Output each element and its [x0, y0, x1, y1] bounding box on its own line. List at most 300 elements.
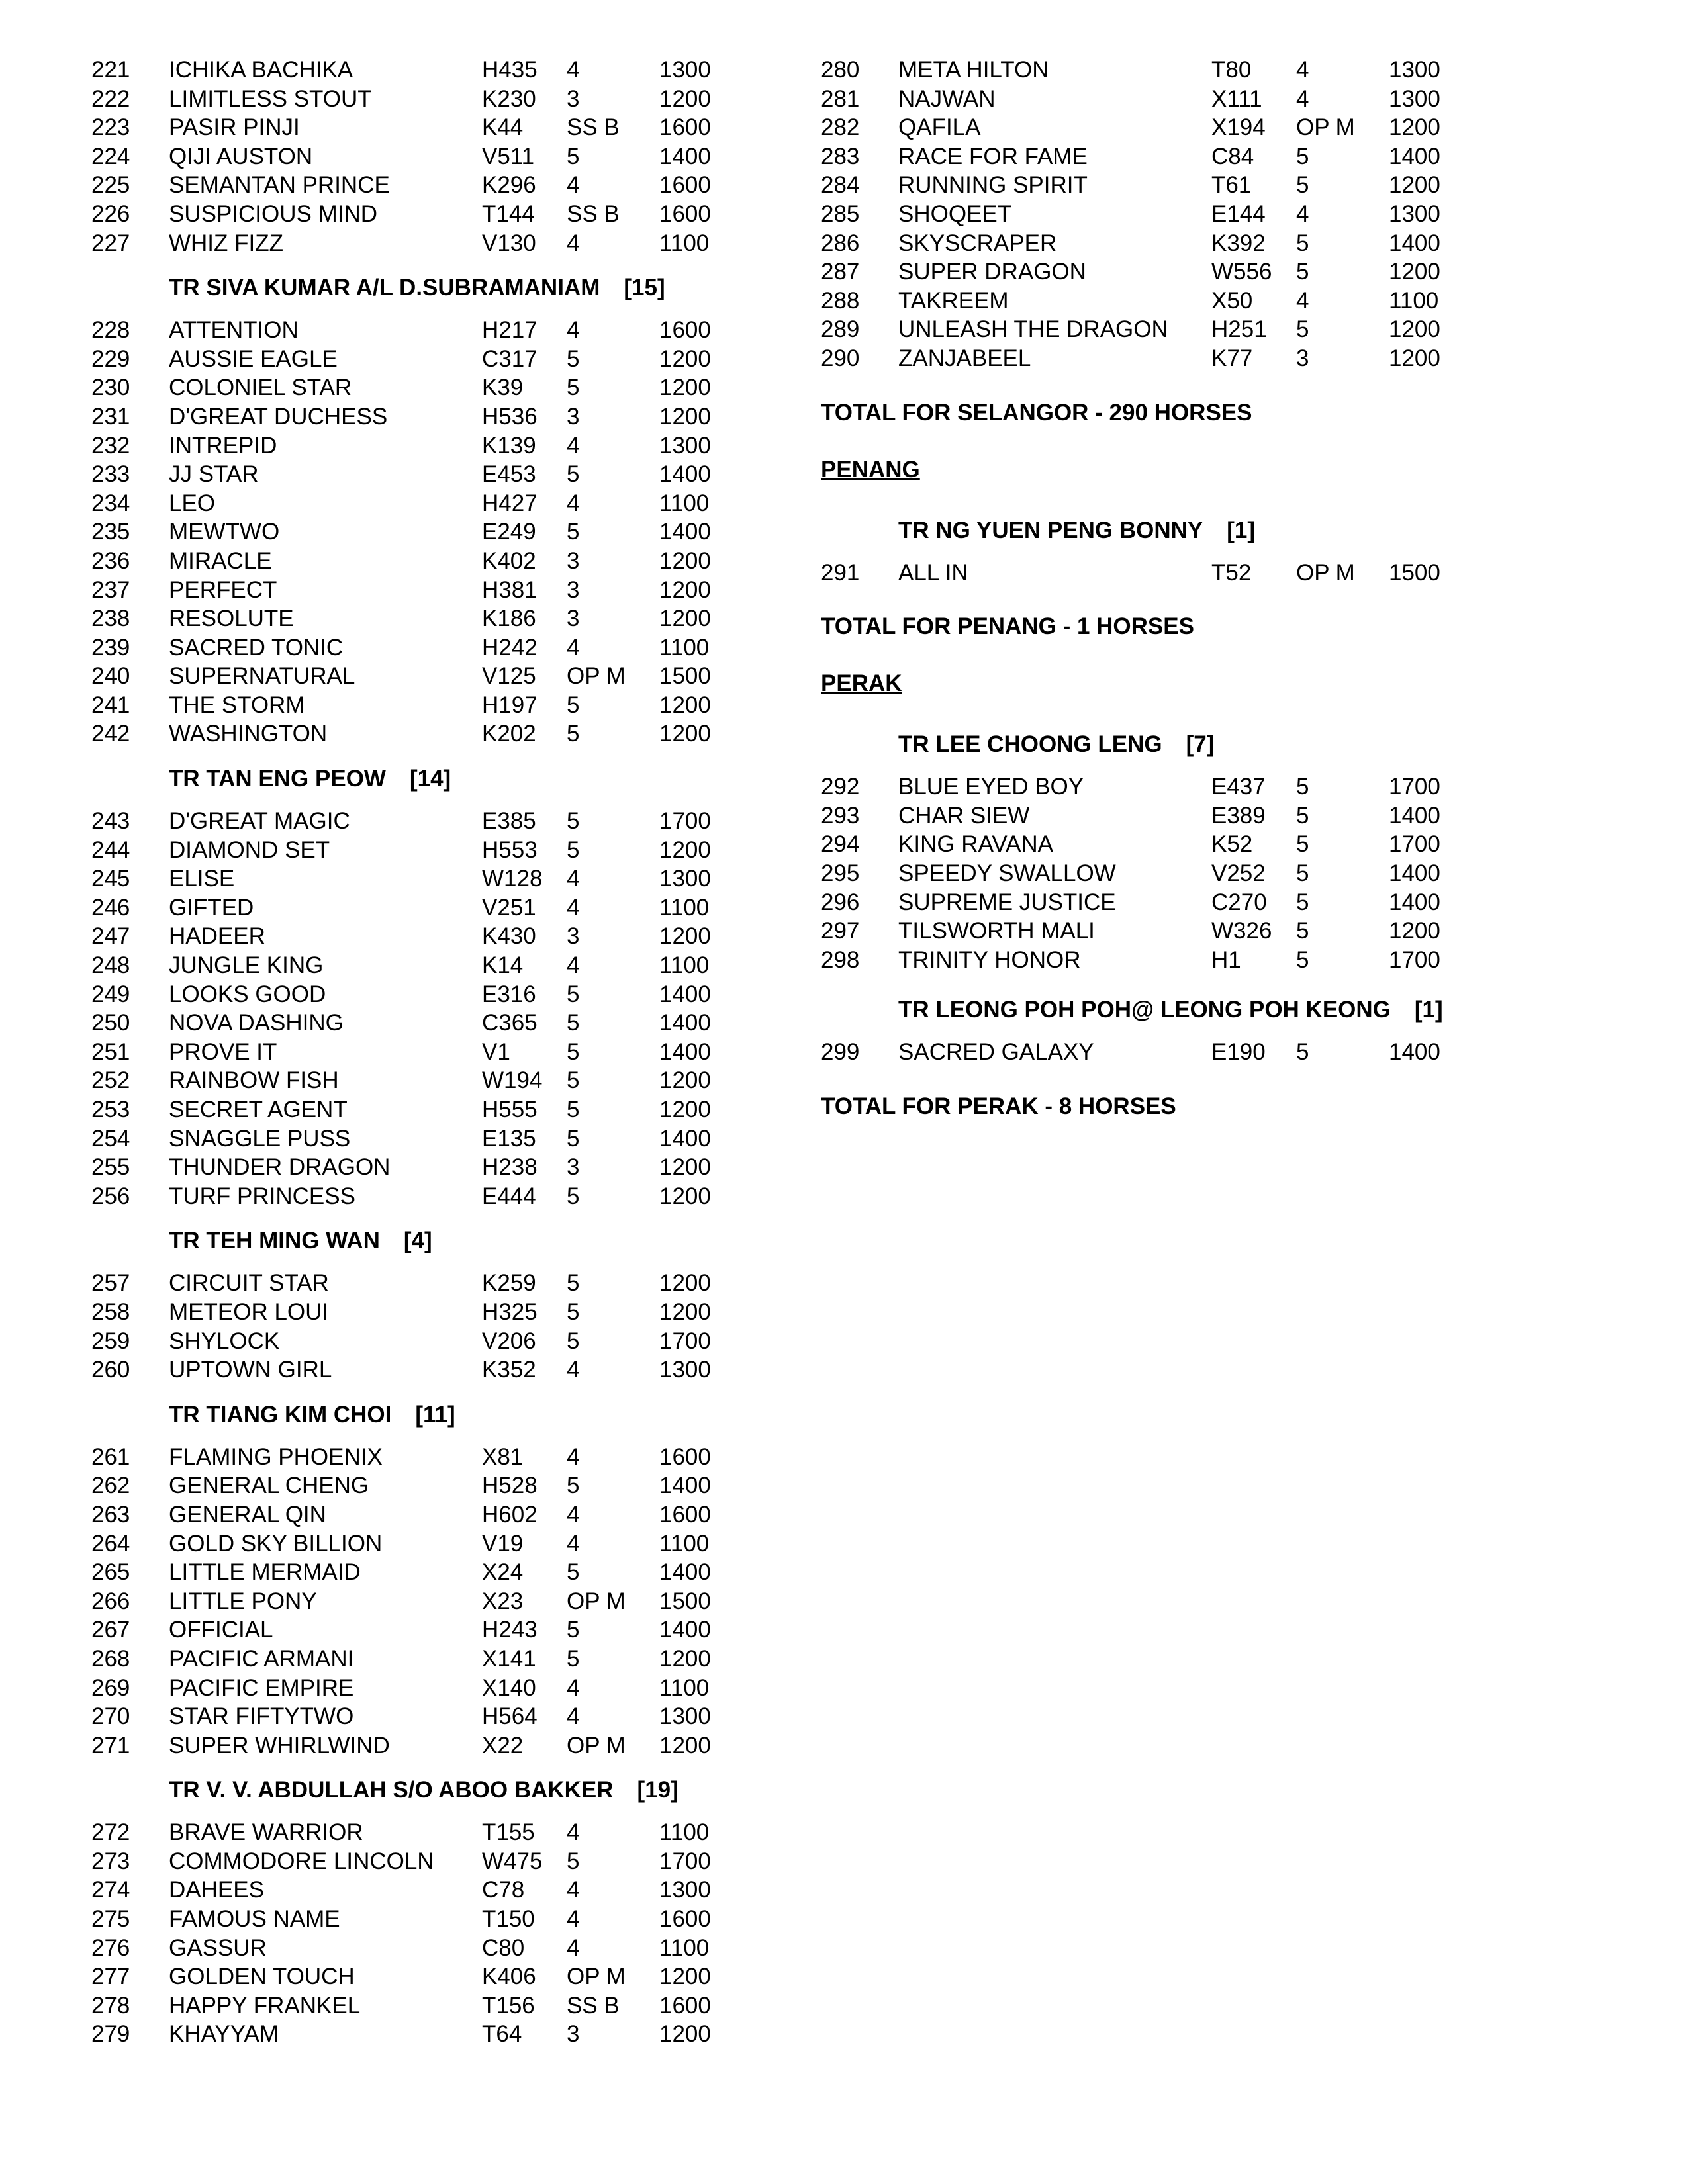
horse-code: H564	[482, 1704, 538, 1730]
distance: 1300	[1389, 57, 1440, 83]
distance: 1200	[659, 403, 711, 430]
trainer-heading	[91, 1228, 753, 1254]
horse-row	[91, 1153, 753, 1182]
horse-code: T155	[482, 1819, 535, 1846]
race-class: 3	[567, 923, 580, 950]
entry-number: 226	[91, 201, 130, 227]
horse-code: X111	[1211, 85, 1262, 112]
distance: 1200	[659, 1183, 711, 1209]
horse-name: LIMITLESS STOUT	[169, 85, 372, 112]
horse-code: E316	[482, 981, 536, 1007]
horse-name: LOOKS GOOD	[169, 981, 326, 1007]
entry-number: 267	[91, 1617, 130, 1643]
race-class: OP M	[567, 1588, 626, 1614]
race-class: 5	[1296, 889, 1309, 915]
distance: 1600	[659, 172, 711, 199]
horse-row	[91, 1674, 753, 1703]
horse-name: WASHINGTON	[169, 721, 328, 747]
race-class: OP M	[1296, 559, 1355, 586]
entry-number: 225	[91, 172, 130, 199]
race-class: 4	[1296, 287, 1309, 314]
horse-name: HADEER	[169, 923, 265, 950]
trainer-horse-count: [1]	[1414, 997, 1443, 1023]
horse-code: X50	[1211, 287, 1253, 314]
race-class: 4	[567, 432, 580, 459]
entry-number: 230	[91, 375, 130, 401]
horse-name: ALL IN	[898, 559, 968, 586]
horse-code: H381	[482, 576, 538, 603]
horse-row	[91, 1818, 753, 1847]
horse-name: D'GREAT MAGIC	[169, 808, 350, 835]
distance: 1700	[659, 1328, 711, 1354]
distance: 1200	[1389, 259, 1440, 285]
entry-number: 228	[91, 317, 130, 343]
entry-number: 299	[821, 1039, 860, 1066]
entry-number: 268	[91, 1645, 130, 1672]
race-class: 5	[567, 1097, 580, 1122]
horse-name: METEOR LOUI	[169, 1298, 329, 1325]
horse-row	[91, 142, 753, 171]
horse-name: KING RAVANA	[898, 831, 1054, 858]
horse-row	[91, 373, 753, 402]
horse-row	[821, 142, 1615, 171]
horse-name: GENERAL QIN	[169, 1501, 326, 1527]
race-class: 5	[1296, 860, 1309, 886]
race-class: 4	[567, 894, 580, 921]
distance: 1100	[659, 894, 710, 921]
entry-number: 263	[91, 1501, 130, 1527]
entry-number: 254	[91, 1125, 130, 1152]
distance: 1700	[1389, 831, 1440, 858]
entry-number: 269	[91, 1674, 130, 1701]
entry-number: 280	[821, 57, 860, 83]
entry-number: 252	[91, 1068, 130, 1094]
horse-name: TILSWORTH MALI	[898, 918, 1095, 944]
horse-code: K77	[1211, 345, 1253, 371]
horse-name: SUPER WHIRLWIND	[169, 1732, 390, 1758]
distance: 1400	[659, 1010, 711, 1036]
horse-name: ELISE	[169, 866, 235, 892]
horse-name: PERFECT	[169, 576, 277, 603]
horse-code: H242	[482, 634, 538, 660]
race-class: 4	[567, 57, 580, 83]
horse-name: UNLEASH THE DRAGON	[898, 316, 1168, 343]
entry-number: 288	[821, 287, 860, 314]
distance: 1300	[659, 1357, 711, 1383]
state-total: TOTAL FOR PERAK - 8 HORSES	[821, 1093, 1176, 1119]
horse-row	[821, 917, 1615, 946]
horse-code: C365	[482, 1010, 538, 1036]
horse-code: C317	[482, 345, 538, 372]
entry-number: 251	[91, 1038, 130, 1065]
horse-name: WHIZ FIZZ	[169, 230, 284, 256]
horse-row	[821, 85, 1615, 114]
entry-number: 237	[91, 576, 130, 603]
horse-name: TRINITY HONOR	[898, 946, 1081, 973]
horse-code: W326	[1211, 918, 1272, 944]
horse-name: QIJI AUSTON	[169, 143, 313, 169]
horse-code: K202	[482, 721, 536, 747]
distance: 1200	[659, 1270, 711, 1297]
race-class: 3	[567, 403, 580, 430]
distance: 1400	[659, 1125, 711, 1152]
race-class: 4	[567, 490, 580, 516]
entry-number: 247	[91, 923, 130, 950]
race-class: 5	[567, 1298, 580, 1325]
entry-number: 284	[821, 172, 860, 199]
horse-code: C84	[1211, 143, 1254, 169]
distance: 1400	[659, 1617, 711, 1643]
horse-code: H251	[1211, 316, 1267, 343]
horse-name: JUNGLE KING	[169, 952, 324, 979]
entry-number: 221	[91, 57, 130, 83]
race-class: 5	[567, 1183, 580, 1209]
horse-name: GOLD SKY BILLION	[169, 1530, 383, 1557]
entry-number: 224	[91, 143, 130, 169]
entry-number: 291	[821, 559, 860, 586]
trainer-horse-count: [19]	[637, 1777, 679, 1803]
horse-row	[91, 1182, 753, 1211]
entry-number: 250	[91, 1010, 130, 1036]
horse-name: D'GREAT DUCHESS	[169, 403, 388, 430]
horse-code: K44	[482, 114, 524, 141]
horse-row	[91, 1355, 753, 1385]
horse-row	[91, 1702, 753, 1731]
horse-row	[821, 859, 1615, 888]
entry-number: 231	[91, 403, 130, 430]
distance: 1300	[1389, 85, 1440, 112]
horse-code: H435	[482, 57, 538, 83]
distance: 1200	[659, 692, 711, 718]
race-class: 5	[1296, 918, 1309, 944]
distance: 1200	[1389, 316, 1440, 343]
entry-number: 223	[91, 114, 130, 141]
entry-number: 272	[91, 1819, 130, 1846]
horse-code: T144	[482, 201, 535, 227]
entry-number: 289	[821, 316, 860, 343]
horse-name: RACE FOR FAME	[898, 143, 1088, 169]
horse-name: LEO	[169, 490, 216, 516]
race-class: 4	[567, 1704, 580, 1730]
entry-number: 240	[91, 663, 130, 690]
state-total: TOTAL FOR SELANGOR - 290 HORSES	[821, 399, 1252, 426]
horse-code: K402	[482, 547, 536, 574]
race-class: 4	[1296, 201, 1309, 227]
horse-name: KHAYYAM	[169, 2021, 279, 2048]
race-class: 4	[1296, 57, 1309, 83]
horse-row	[91, 1731, 753, 1760]
horse-name: ATTENTION	[169, 317, 299, 343]
horse-row	[91, 1298, 753, 1327]
distance: 1400	[1389, 889, 1440, 915]
race-class: 5	[567, 1848, 580, 1874]
horse-row	[821, 801, 1615, 831]
horse-name: PROVE IT	[169, 1038, 277, 1065]
horse-code: H197	[482, 692, 538, 718]
horse-code: X24	[482, 1559, 524, 1586]
trainer-horse-count: [14]	[409, 766, 451, 792]
horse-row	[91, 1529, 753, 1559]
horse-row	[91, 1991, 753, 2021]
horse-row	[821, 830, 1615, 859]
race-class: 4	[567, 172, 580, 199]
race-class: 4	[567, 1877, 580, 1903]
distance: 1200	[659, 1068, 711, 1094]
race-class: 4	[567, 866, 580, 892]
horse-row	[91, 633, 753, 662]
horse-name: TURF PRINCESS	[169, 1183, 355, 1209]
horse-name: SECRET AGENT	[169, 1097, 348, 1122]
distance: 1100	[659, 634, 710, 660]
distance: 1200	[1389, 345, 1440, 371]
trainer-name: TR TEH MING WAN	[169, 1228, 380, 1254]
horse-code: W128	[482, 866, 543, 892]
race-class: 5	[567, 375, 580, 401]
horse-row	[91, 604, 753, 633]
entry-number: 274	[91, 1877, 130, 1903]
race-class: 5	[567, 1328, 580, 1354]
horse-row	[821, 315, 1615, 344]
horse-row	[91, 922, 753, 951]
race-class: 3	[567, 85, 580, 112]
horse-name: FLAMING PHOENIX	[169, 1443, 383, 1470]
trainer-name: TR TIANG KIM CHOI	[169, 1401, 392, 1428]
horse-name: ICHIKA BACHIKA	[169, 57, 353, 83]
entry-number: 270	[91, 1704, 130, 1730]
horse-row	[91, 1587, 753, 1616]
horse-name: SKYSCRAPER	[898, 230, 1057, 256]
entry-number: 234	[91, 490, 130, 516]
horse-name: HAPPY FRANKEL	[169, 1992, 361, 2019]
distance: 1500	[1389, 559, 1440, 586]
horse-name: STAR FIFTYTWO	[169, 1704, 354, 1730]
entry-number: 264	[91, 1530, 130, 1557]
race-class: 5	[567, 1645, 580, 1672]
entry-number: 235	[91, 519, 130, 545]
horse-name: GENERAL CHENG	[169, 1473, 369, 1499]
horse-row	[91, 171, 753, 200]
horse-name: PACIFIC ARMANI	[169, 1645, 354, 1672]
race-class: 4	[567, 230, 580, 256]
distance: 1600	[659, 1906, 711, 1933]
distance: 1300	[659, 1704, 711, 1730]
horse-row	[91, 1095, 753, 1124]
trainer-horse-count: [1]	[1227, 517, 1256, 543]
race-class: 5	[567, 721, 580, 747]
distance: 1300	[659, 432, 711, 459]
horse-code: K230	[482, 85, 536, 112]
entry-number: 255	[91, 1154, 130, 1181]
race-class: SS B	[567, 114, 620, 141]
horse-code: T80	[1211, 57, 1252, 83]
distance: 1500	[659, 663, 711, 690]
trainer-name: TR LEONG POH POH@ LEONG POH KEONG	[898, 997, 1391, 1023]
distance: 1200	[659, 837, 711, 863]
entry-number: 241	[91, 692, 130, 718]
horse-row	[91, 719, 753, 749]
distance: 1200	[1389, 114, 1440, 141]
horse-row	[821, 113, 1615, 142]
horse-name: RESOLUTE	[169, 606, 294, 632]
distance: 1200	[1389, 918, 1440, 944]
distance: 1400	[659, 519, 711, 545]
horse-row	[91, 518, 753, 547]
race-class: 5	[567, 1270, 580, 1297]
distance: 1300	[659, 866, 711, 892]
trainer-heading	[91, 1402, 753, 1428]
horse-name: BRAVE WARRIOR	[169, 1819, 363, 1846]
entry-number: 296	[821, 889, 860, 915]
horse-name: SPEEDY SWALLOW	[898, 860, 1116, 886]
horse-code: K186	[482, 606, 536, 632]
entry-number: 256	[91, 1183, 130, 1209]
entry-number: 295	[821, 860, 860, 886]
race-class: 5	[567, 1125, 580, 1152]
horse-row	[91, 345, 753, 374]
horse-code: K392	[1211, 230, 1266, 256]
horse-row	[91, 1905, 753, 1934]
horse-code: H243	[482, 1617, 538, 1643]
entry-number: 275	[91, 1906, 130, 1933]
distance: 1200	[659, 1645, 711, 1672]
entry-number: 242	[91, 721, 130, 747]
race-class: 5	[567, 1617, 580, 1643]
distance: 1300	[659, 1877, 711, 1903]
horse-name: COLONIEL STAR	[169, 375, 352, 401]
horse-row	[91, 113, 753, 142]
race-class: 3	[1296, 345, 1309, 371]
horse-name: OFFICIAL	[169, 1617, 273, 1643]
entry-number: 236	[91, 547, 130, 574]
entry-number: 259	[91, 1328, 130, 1354]
entry-number: 243	[91, 808, 130, 835]
distance: 1700	[659, 808, 711, 835]
distance: 1100	[659, 952, 710, 979]
distance: 1300	[659, 57, 711, 83]
horse-name: SACRED GALAXY	[898, 1039, 1094, 1066]
horse-row	[91, 1645, 753, 1674]
horse-row	[91, 1124, 753, 1154]
horse-code: X22	[482, 1732, 524, 1758]
distance: 1200	[659, 923, 711, 950]
distance: 1400	[659, 1038, 711, 1065]
race-class: 4	[567, 1906, 580, 1933]
horse-name: COMMODORE LINCOLN	[169, 1848, 434, 1874]
horse-row	[91, 1009, 753, 1038]
entry-number: 233	[91, 461, 130, 488]
horse-code: H528	[482, 1473, 538, 1499]
horse-code: H1	[1211, 946, 1241, 973]
entry-number: 265	[91, 1559, 130, 1586]
race-class: 4	[567, 1934, 580, 1961]
race-class: SS B	[567, 1992, 620, 2019]
entry-number: 285	[821, 201, 860, 227]
horse-row	[91, 951, 753, 980]
distance: 1700	[1389, 774, 1440, 800]
horse-name: META HILTON	[898, 57, 1049, 83]
horse-row	[91, 85, 753, 114]
horse-code: H427	[482, 490, 538, 516]
horse-name: PACIFIC EMPIRE	[169, 1674, 354, 1701]
entry-number: 287	[821, 259, 860, 285]
entry-number: 290	[821, 345, 860, 371]
horse-row	[91, 200, 753, 229]
horse-name: AUSSIE EAGLE	[169, 345, 338, 372]
distance: 1500	[659, 1588, 711, 1614]
trainer-horse-count: [15]	[624, 275, 665, 301]
distance: 1200	[659, 375, 711, 401]
distance: 1600	[659, 201, 711, 227]
entry-number: 276	[91, 1934, 130, 1961]
distance: 1200	[659, 576, 711, 603]
state-total: TOTAL FOR PENANG - 1 HORSES	[821, 614, 1194, 640]
right-column	[821, 56, 1615, 1150]
trainer-horse-count: [4]	[403, 1228, 432, 1254]
horse-row	[821, 888, 1615, 917]
entry-number: 260	[91, 1357, 130, 1383]
horse-name: SUPREME JUSTICE	[898, 889, 1116, 915]
distance: 1400	[659, 1473, 711, 1499]
race-class: OP M	[1296, 114, 1355, 141]
horse-code: V206	[482, 1328, 536, 1354]
horse-row	[91, 1934, 753, 1963]
horse-row	[91, 432, 753, 461]
distance: 1400	[659, 981, 711, 1007]
horse-row	[91, 1038, 753, 1067]
horse-code: H536	[482, 403, 538, 430]
horse-code: K430	[482, 923, 536, 950]
horse-name: SHOQEET	[898, 201, 1012, 227]
state-heading: PENANG	[821, 456, 920, 482]
horse-row	[91, 489, 753, 518]
distance: 1200	[1389, 172, 1440, 199]
entry-number: 294	[821, 831, 860, 858]
horse-code: K52	[1211, 831, 1253, 858]
horse-name: GIFTED	[169, 894, 254, 921]
distance: 1100	[659, 230, 710, 256]
race-class: 5	[567, 461, 580, 488]
race-class: 4	[567, 1819, 580, 1846]
race-class: 4	[567, 1501, 580, 1527]
race-class: 3	[567, 576, 580, 603]
entry-number: 257	[91, 1270, 130, 1297]
horse-code: E444	[482, 1183, 536, 1209]
horse-row	[821, 1038, 1615, 1067]
horse-name: LITTLE PONY	[169, 1588, 317, 1614]
distance: 1200	[659, 2021, 711, 2048]
horse-code: C78	[482, 1877, 525, 1903]
race-class: 5	[567, 1010, 580, 1036]
horse-row	[91, 1558, 753, 1587]
horse-row	[91, 1962, 753, 1991]
entry-number: 282	[821, 114, 860, 141]
horse-row	[821, 171, 1615, 200]
race-class: 5	[567, 143, 580, 169]
horse-row	[91, 1443, 753, 1472]
horse-code: K39	[482, 375, 524, 401]
horse-code: T64	[482, 2021, 522, 2048]
race-class: 5	[567, 519, 580, 545]
horse-code: W194	[482, 1068, 543, 1094]
entry-number: 271	[91, 1732, 130, 1758]
horse-name: SACRED TONIC	[169, 634, 344, 660]
horse-code: K14	[482, 952, 524, 979]
horse-code: X140	[482, 1674, 536, 1701]
race-class: 4	[567, 1530, 580, 1557]
horse-code: W556	[1211, 259, 1272, 285]
horse-name: NAJWAN	[898, 85, 996, 112]
distance: 1600	[659, 1443, 711, 1470]
